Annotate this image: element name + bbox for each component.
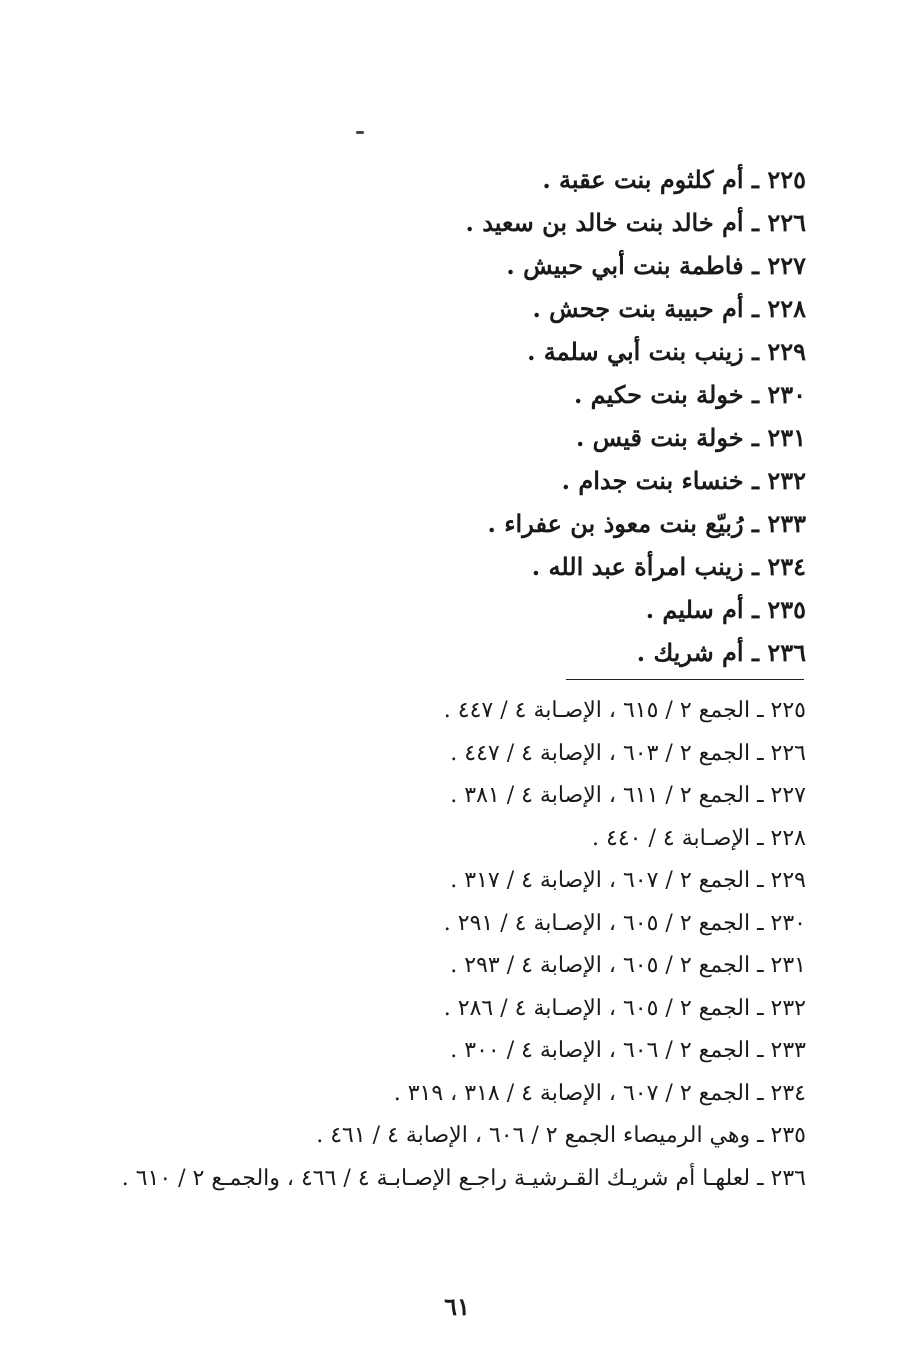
entry-231: ٢٣١ ـ خولة بنت قيس . — [575, 423, 806, 452]
footnote-234: ٢٣٤ ـ الجمع ٢ / ٦٠٧ ، الإصابة ٤ / ٣١٨ ، ٣١٩ . — [393, 1080, 806, 1106]
entry-233: ٢٣٣ ـ رُبيّع بنت معوذ بن عفراء . — [487, 509, 806, 538]
footnote-235: ٢٣٥ ـ وهي الرميصاء الجمع ٢ / ٦٠٦ ، الإصابة ٤ / ٤٦١ . — [316, 1123, 806, 1148]
entry-225: ٢٢٥ ـ أم كلثوم بنت عقبة . — [542, 165, 806, 194]
footnote-231: ٢٣١ ـ الجمع ٢ / ٦٠٥ ، الإصابة ٤ / ٢٩٣ . — [450, 953, 806, 978]
entry-236: ٢٣٦ ـ أم شريك . — [636, 638, 806, 667]
footnote-225: ٢٢٥ ـ الجمع ٢ / ٦١٥ ، الإصـابة ٤ / ٤٤٧ . — [443, 698, 806, 723]
footnotes-list — [116, 690, 806, 1200]
entry-228: ٢٢٨ ـ أم حبيبة بنت جحش . — [532, 294, 806, 323]
entry-235: ٢٣٥ ـ أم سليم . — [645, 595, 806, 624]
footnote-divider — [566, 679, 804, 680]
footnote-228: ٢٢٨ ـ الإصـابة ٤ / ٤٤٠ . — [592, 825, 806, 851]
entry-227: ٢٢٧ ـ فاطمة بنت أبي حبيش . — [506, 251, 806, 280]
entry-226: ٢٢٦ ـ أم خالد بنت خالد بن سعيد . — [465, 208, 806, 237]
entries-list — [206, 158, 806, 674]
footnote-233: ٢٣٣ ـ الجمع ٢ / ٦٠٦ ، الإصابة ٤ / ٣٠٠ . — [450, 1038, 806, 1063]
entry-229: ٢٢٩ ـ زينب بنت أبي سلمة . — [527, 337, 806, 366]
footnote-226: ٢٢٦ ـ الجمع ٢ / ٦٠٣ ، الإصابة ٤ / ٤٤٧ . — [450, 740, 806, 766]
footnote-236: ٢٣٦ ـ لعلهـا أم شريـك القـرشيـة راجـع الإصـابـة ٤ / ٤٦٦ ، والجمـع ٢ / ٦١٠ . — [121, 1165, 806, 1191]
entry-232: ٢٣٢ ـ خنساء بنت جدام . — [561, 466, 806, 495]
entry-234: ٢٣٤ ـ زينب امرأة عبد الله . — [531, 552, 806, 581]
page-number: ٦١ — [444, 1292, 470, 1321]
footnote-227: ٢٢٧ ـ الجمع ٢ / ٦١١ ، الإصابة ٤ / ٣٨١ . — [450, 783, 806, 808]
entry-230: ٢٣٠ ـ خولة بنت حكيم . — [573, 380, 806, 409]
footnote-230: ٢٣٠ ـ الجمع ٢ / ٦٠٥ ، الإصـابة ٤ / ٢٩١ . — [443, 910, 806, 936]
ink-speck — [356, 131, 364, 134]
footnote-232: ٢٣٢ ـ الجمع ٢ / ٦٠٥ ، الإصـابة ٤ / ٢٨٦ . — [443, 995, 806, 1021]
footnote-229: ٢٢٩ ـ الجمع ٢ / ٦٠٧ ، الإصابة ٤ / ٣١٧ . — [450, 868, 806, 893]
